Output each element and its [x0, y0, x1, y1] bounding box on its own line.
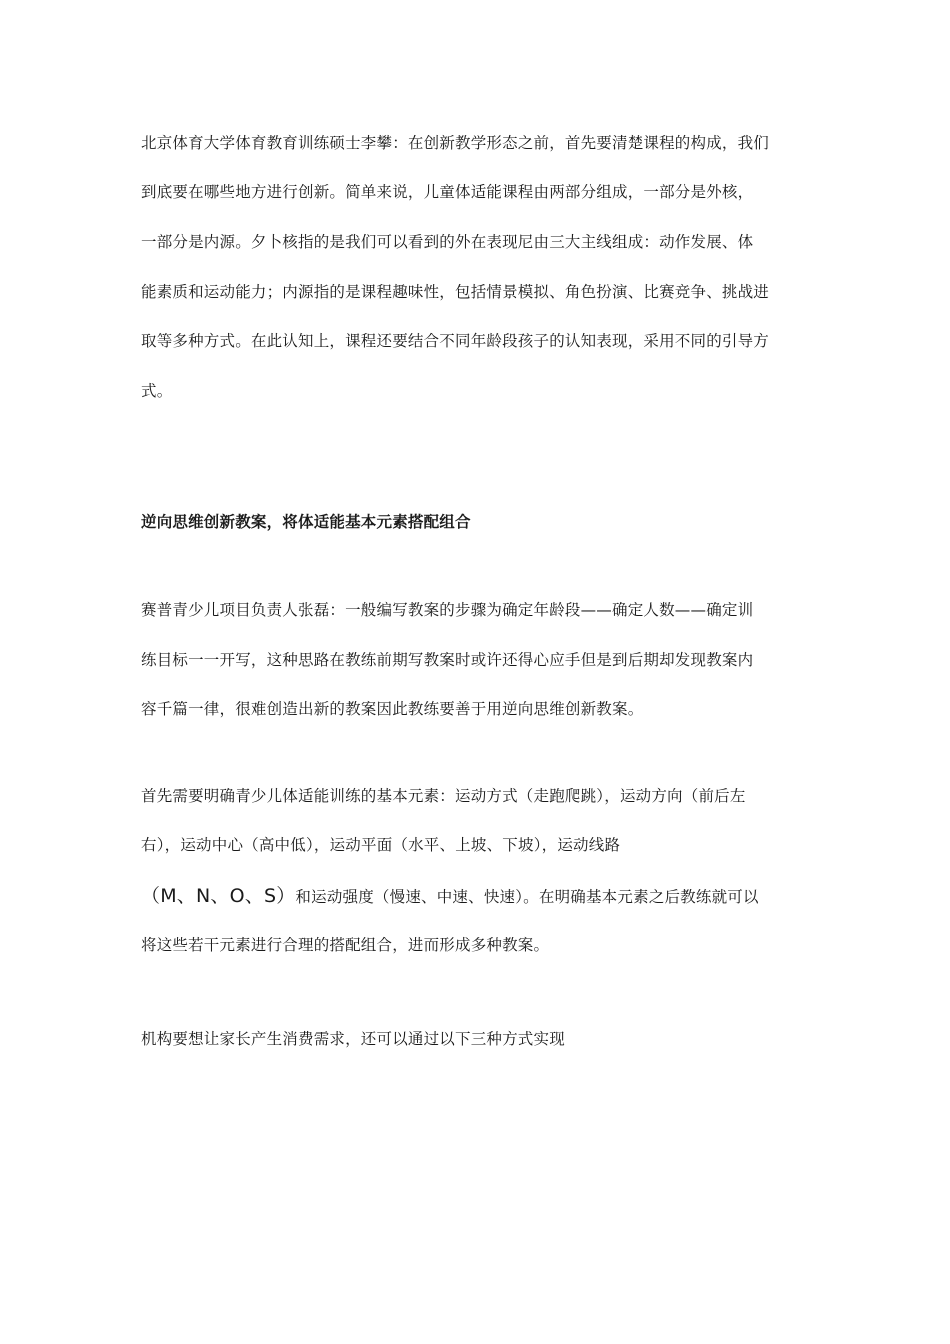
paragraph-1-line-2: 到底要在哪些地方进行创新。简单来说，儿童体适能课程由两部分组成，一部分是外核， [141, 183, 754, 201]
paragraph-1-line-3: 一部分是内源。夕卜核指的是我们可以看到的外在表现尼由三大主线组成：动作发展、体 [141, 233, 754, 251]
section-heading: 逆向思维创新教案，将体适能基本元素搭配组合 [141, 513, 471, 531]
paragraph-3-line-1: 首先需要明确青少儿体适能训练的基本元素：运动方式（走跑爬跳），运动方向（前后左 [141, 787, 746, 805]
paragraph-1-line-6: 式。 [141, 382, 173, 400]
motion-path-letters: （M、N、O、S） [141, 885, 296, 907]
paragraph-1-line-4: 能素质和运动能力；内源指的是课程趣味性，包括情景模拟、角色扮演、比赛竞争、挑战进 [141, 283, 770, 301]
paragraph-2-line-3: 容千篇一律，很难创造出新的教案因此教练要善于用逆向思维创新教案。 [141, 700, 644, 718]
paragraph-2-line-1: 赛普青少儿项目负责人张磊：一般编写教案的步骤为确定年龄段——确定人数——确定训 [141, 601, 754, 619]
paragraph-3-line-3 [141, 884, 811, 908]
paragraph-1-line-1: 北京体育大学体育教育训练硕士李攀：在创新教学形态之前，首先要清楚课程的构成，我们 [141, 134, 770, 152]
paragraph-1-line-5: 取等多种方式。在此认知上，课程还要结合不同年龄段孩子的认知表现，采用不同的引导方 [141, 332, 770, 350]
paragraph-2-line-2: 练目标一一开写，这种思路在教练前期写教案时或许还得心应手但是到后期却发现教案内 [141, 651, 754, 669]
paragraph-3-line-4: 将这些若干元素进行合理的搭配组合，进而形成多种教案。 [141, 936, 550, 954]
paragraph-4-line-1: 机构要想让家长产生消费需求，还可以通过以下三种方式实现 [141, 1030, 565, 1048]
paragraph-3-line-2: 右），运动中心（高中低），运动平面（水平、上坡、下坡），运动线路 [141, 836, 621, 854]
paragraph-3-line-3-rest: 和运动强度（慢速、中速、快速）。在明确基本元素之后教练就可以 [295, 888, 759, 906]
